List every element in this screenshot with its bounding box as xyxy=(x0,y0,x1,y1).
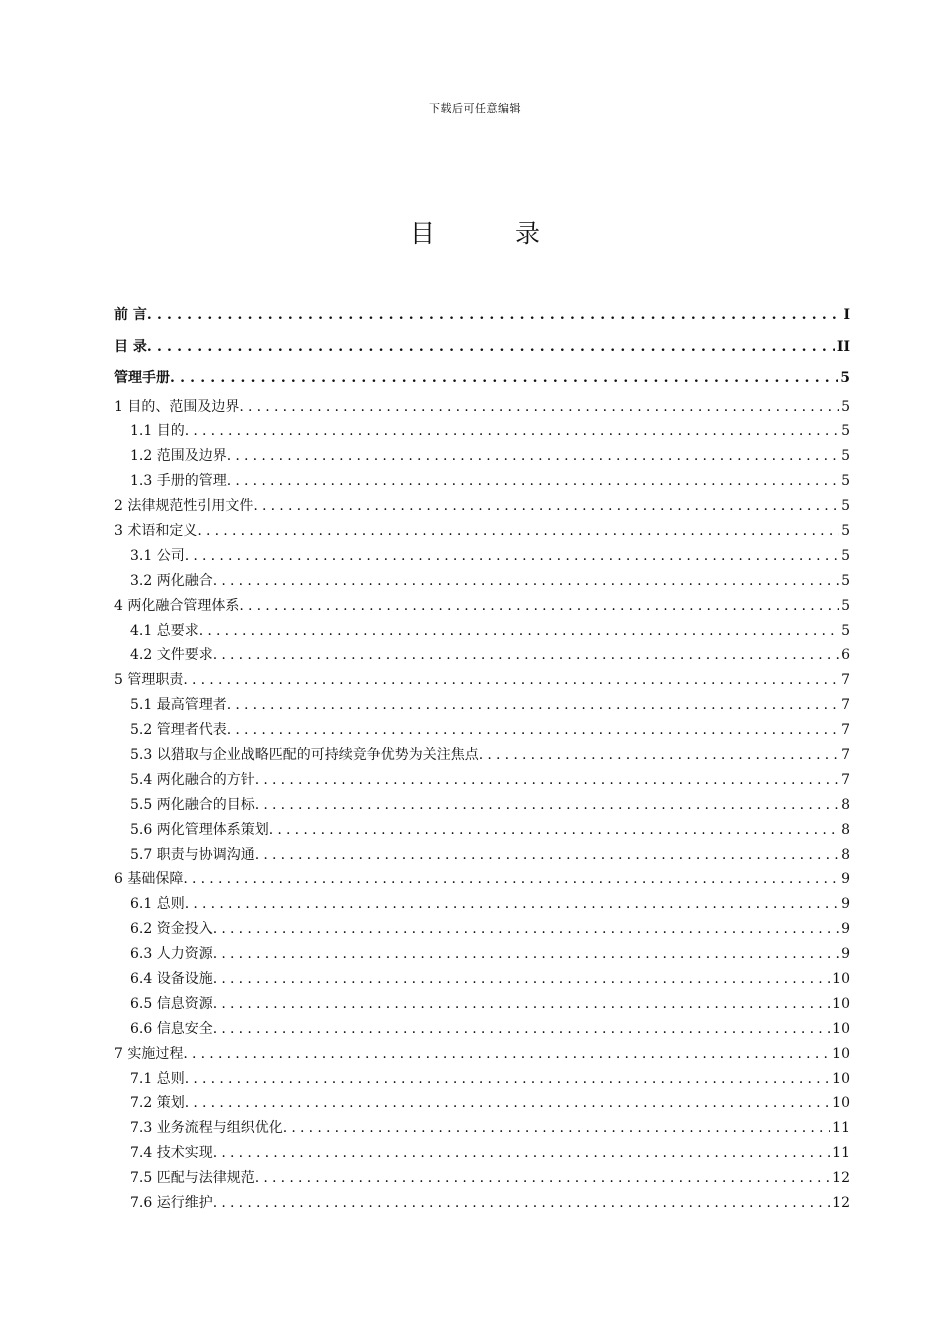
toc-entry[interactable] xyxy=(114,1091,850,1116)
toc-leader-dots xyxy=(199,619,839,644)
toc-entry[interactable] xyxy=(114,1116,850,1141)
toc-entry-label: 4.2 文件要求 xyxy=(130,647,213,664)
toc-entry-label: 7 实施过程 xyxy=(114,1045,184,1062)
toc-entry[interactable] xyxy=(114,332,850,364)
toc-leader-dots xyxy=(185,1091,830,1116)
toc-entry-page: 8 xyxy=(841,846,850,863)
toc-leader-dots xyxy=(255,768,839,793)
toc-entry-label: 5.4 两化融合的方针 xyxy=(130,771,255,788)
toc-entry-label: 6.1 总则 xyxy=(130,896,185,913)
toc-entry[interactable] xyxy=(114,917,850,942)
toc-entry[interactable] xyxy=(114,818,850,843)
toc-entry-label: 5.1 最高管理者 xyxy=(130,697,227,714)
toc-entry[interactable] xyxy=(114,363,850,395)
toc-entry-page: 10 xyxy=(832,1070,850,1087)
toc-leader-dots xyxy=(255,793,839,818)
toc-leader-dots xyxy=(253,494,839,519)
toc-entry-label: 7.5 匹配与法律规范 xyxy=(130,1170,255,1187)
toc-entry-label: 6 基础保障 xyxy=(114,871,184,888)
toc-entry-page: 10 xyxy=(832,1095,850,1112)
toc-leader-dots xyxy=(147,300,842,332)
toc-entry-label: 6.2 资金投入 xyxy=(130,921,213,938)
toc-entry-label: 5.2 管理者代表 xyxy=(130,722,227,739)
toc-entry[interactable] xyxy=(114,942,850,967)
toc-leader-dots xyxy=(239,395,839,420)
toc-entry-label: 5.7 职责与协调沟通 xyxy=(130,846,255,863)
toc-entry-label: 7.4 技术实现 xyxy=(130,1145,213,1162)
toc-leader-dots xyxy=(147,332,835,364)
toc-entry-page: 9 xyxy=(841,871,850,888)
toc-leader-dots xyxy=(183,668,839,693)
toc-entry[interactable] xyxy=(114,544,850,569)
toc-leader-dots xyxy=(213,917,839,942)
toc-entry-label: 3.2 两化融合 xyxy=(130,572,213,589)
page-title: 目 录 xyxy=(410,219,576,248)
toc-entry[interactable] xyxy=(114,768,850,793)
toc-entry[interactable] xyxy=(114,469,850,494)
toc-entry-label: 6.3 人力资源 xyxy=(130,946,213,963)
toc-entry[interactable] xyxy=(114,718,850,743)
toc-entry[interactable] xyxy=(114,494,850,519)
toc-leader-dots xyxy=(255,843,839,868)
toc-entry[interactable] xyxy=(114,395,850,420)
toc-leader-dots xyxy=(213,643,839,668)
toc-entry[interactable] xyxy=(114,619,850,644)
toc-entry-page: 10 xyxy=(832,995,850,1012)
toc-entry-label: 5.6 两化管理体系策划 xyxy=(130,821,269,838)
toc-leader-dots xyxy=(255,1166,830,1191)
toc-leader-dots xyxy=(213,1191,830,1216)
toc-leader-dots xyxy=(213,1141,830,1166)
toc-entry-label: 4 两化融合管理体系 xyxy=(114,597,240,614)
toc-entry-page: 9 xyxy=(841,921,850,938)
toc-leader-dots xyxy=(239,594,839,619)
toc-leader-dots xyxy=(183,1042,830,1067)
toc-leader-dots xyxy=(269,818,839,843)
toc-entry-page: 8 xyxy=(841,796,850,813)
toc-entry-page: 5 xyxy=(841,572,850,589)
toc-entry-label: 7.3 业务流程与组织优化 xyxy=(130,1120,283,1137)
toc-entry-page: 7 xyxy=(841,697,850,714)
toc-entry-label: 3.1 公司 xyxy=(130,547,185,564)
toc-entry-page: 9 xyxy=(841,946,850,963)
toc-entry-page: 10 xyxy=(832,1045,850,1062)
toc-entry-label: 5.5 两化融合的目标 xyxy=(130,796,255,813)
toc-entry[interactable] xyxy=(114,519,850,544)
toc-entry[interactable] xyxy=(114,867,850,892)
toc-entry-label: 1 目的、范围及边界 xyxy=(114,398,240,415)
toc-entry-label: 管理手册 xyxy=(114,370,170,386)
toc-entry[interactable] xyxy=(114,1017,850,1042)
toc-entry[interactable] xyxy=(114,843,850,868)
toc-entry-page: 11 xyxy=(832,1145,850,1162)
toc-entry-page: 5 xyxy=(841,597,850,614)
toc-entry[interactable] xyxy=(114,1042,850,1067)
toc-leader-dots xyxy=(213,967,830,992)
toc-leader-dots xyxy=(185,1067,830,1092)
toc-entry-page: 5 xyxy=(841,398,850,415)
toc-entry-page: 10 xyxy=(832,1020,850,1037)
toc-leader-dots xyxy=(479,743,839,768)
toc-entry[interactable] xyxy=(114,1067,850,1092)
toc-entry-page: 12 xyxy=(832,1170,850,1187)
toc-entry-label: 1.1 目的 xyxy=(130,423,185,440)
toc-entry[interactable] xyxy=(114,643,850,668)
toc-leader-dots xyxy=(227,469,839,494)
toc-entry[interactable] xyxy=(114,1141,850,1166)
toc-leader-dots xyxy=(183,867,839,892)
toc-entry[interactable] xyxy=(114,1191,850,1216)
toc-entry-label: 3 术语和定义 xyxy=(114,522,198,539)
toc-entry-page: 9 xyxy=(841,896,850,913)
page-header: 下载后可任意编辑 xyxy=(429,102,521,115)
toc-entry[interactable] xyxy=(114,569,850,594)
toc-entry-label: 7.6 运行维护 xyxy=(130,1195,213,1211)
toc-entry-page: 8 xyxy=(841,821,850,838)
toc-entry[interactable] xyxy=(114,992,850,1017)
toc-leader-dots xyxy=(213,992,830,1017)
toc-entry-page: 5 xyxy=(841,522,850,539)
toc-entry-label: 5 管理职责 xyxy=(114,672,184,689)
toc-entry[interactable] xyxy=(114,444,850,469)
toc-leader-dots xyxy=(170,363,838,395)
toc-leader-dots xyxy=(213,569,839,594)
toc-entry[interactable] xyxy=(114,967,850,992)
toc-entry-label: 6.4 设备设施 xyxy=(130,970,213,987)
toc-entry[interactable] xyxy=(114,668,850,693)
toc-entry-page: 10 xyxy=(832,970,850,987)
toc-entry-label: 目 录 xyxy=(114,338,147,355)
toc-entry-page: 5 xyxy=(840,370,850,386)
toc-entry-page: 5 xyxy=(841,423,850,440)
toc-entry[interactable] xyxy=(114,1166,850,1191)
toc-entry-label: 7.2 策划 xyxy=(130,1095,185,1112)
toc-leader-dots xyxy=(213,1017,830,1042)
toc-entry-label: 前 言 xyxy=(114,307,147,323)
toc-leader-dots xyxy=(185,892,839,917)
toc-entry-page: 7 xyxy=(841,672,850,689)
toc-entry-page: 7 xyxy=(841,746,850,763)
toc-leader-dots xyxy=(185,544,839,569)
table-of-contents xyxy=(114,300,850,1216)
toc-entry-label: 6.5 信息资源 xyxy=(130,995,213,1012)
toc-entry-page: 7 xyxy=(841,722,850,739)
toc-entry-page: 6 xyxy=(841,647,850,664)
toc-entry-label: 1.2 范围及边界 xyxy=(130,448,227,465)
toc-entry[interactable] xyxy=(114,300,850,332)
toc-entry-label: 1.3 手册的管理 xyxy=(130,473,227,490)
toc-entry-label: 4.1 总要求 xyxy=(130,622,199,639)
toc-entry-page: 5 xyxy=(841,622,850,639)
toc-entry-page: I xyxy=(843,307,850,323)
toc-entry-page: 5 xyxy=(841,448,850,465)
toc-entry-page: 5 xyxy=(841,473,850,490)
toc-entry-page: 5 xyxy=(841,547,850,564)
toc-leader-dots xyxy=(197,519,839,544)
toc-entry-label: 6.6 信息安全 xyxy=(130,1020,213,1037)
toc-entry-page: 5 xyxy=(841,498,850,515)
toc-entry[interactable] xyxy=(114,419,850,444)
toc-entry-label: 2 法律规范性引用文件 xyxy=(114,498,254,515)
toc-entry-page: 12 xyxy=(832,1195,850,1211)
toc-entry-page: 11 xyxy=(832,1120,850,1137)
toc-entry[interactable] xyxy=(114,793,850,818)
toc-leader-dots xyxy=(185,419,839,444)
toc-entry[interactable] xyxy=(114,892,850,917)
toc-entry[interactable] xyxy=(114,693,850,718)
toc-entry-label: 5.3 以猎取与企业战略匹配的可持续竞争优势为关注焦点 xyxy=(130,746,479,763)
toc-entry[interactable] xyxy=(114,594,850,619)
toc-leader-dots xyxy=(283,1116,830,1141)
toc-entry-page: II xyxy=(836,338,850,355)
toc-leader-dots xyxy=(213,942,839,967)
toc-leader-dots xyxy=(227,693,839,718)
toc-leader-dots xyxy=(227,444,839,469)
toc-entry[interactable] xyxy=(114,743,850,768)
toc-entry-page: 7 xyxy=(841,771,850,788)
toc-entry-label: 7.1 总则 xyxy=(130,1070,185,1087)
toc-leader-dots xyxy=(227,718,839,743)
